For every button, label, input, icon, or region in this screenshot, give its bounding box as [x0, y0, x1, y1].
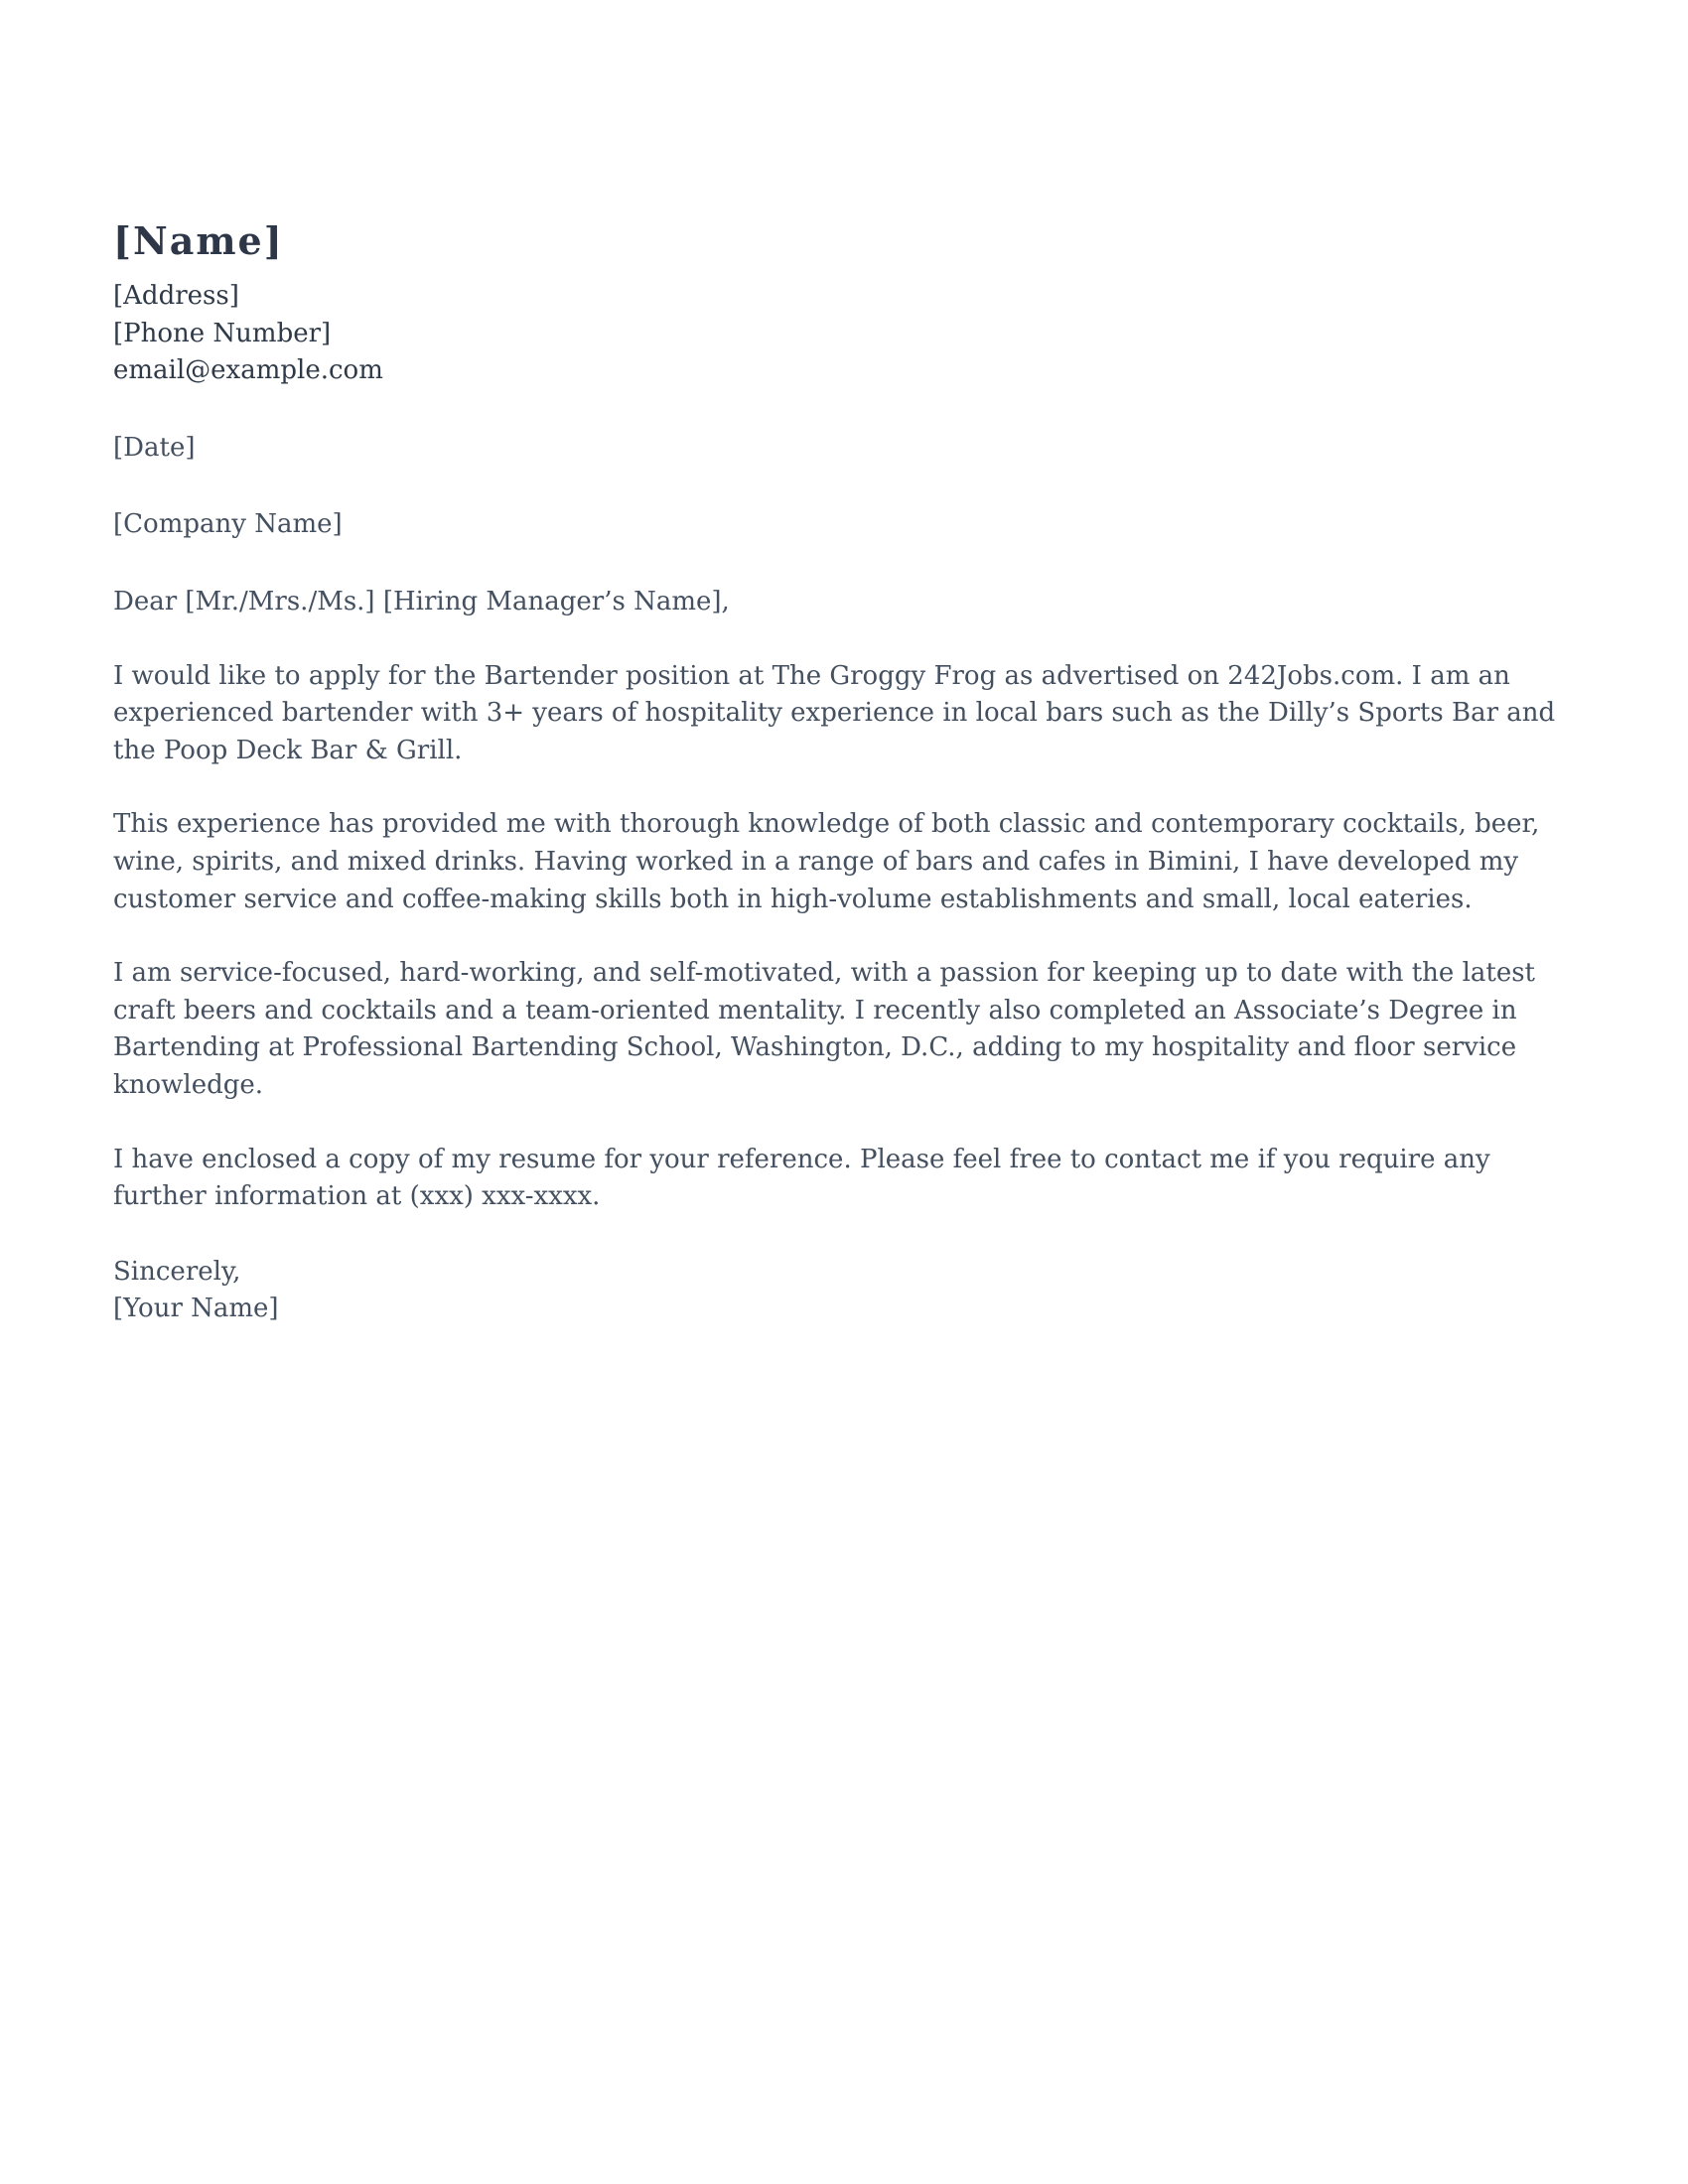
sender-contact-block — [113, 278, 1563, 390]
body-paragraph-4: I have enclosed a copy of my resume for your reference. Please feel free to contact me if you require any further information at (xxx) xxx-xxxx. — [113, 1144, 1490, 1212]
body-paragraph-1: I would like to apply for the Bartender position at The Groggy Frog as advertised on 242Jobs.com. I am an experienced bartender with 3+ years of hospitality experience in local bars such as the Dilly’s Sports Bar and the Poop Deck Bar & Grill. — [113, 660, 1556, 765]
cover-letter-page — [113, 216, 1563, 1328]
salutation: Dear [Mr./Mrs./Ms.] [Hiring Manager’s Name], — [113, 586, 730, 616]
company-name: [Company Name] — [113, 509, 343, 540]
signature-name: [Your Name] — [113, 1294, 279, 1324]
sender-email: email@example.com — [113, 355, 383, 386]
letter-date: [Date] — [113, 432, 196, 463]
sender-phone: [Phone Number] — [113, 318, 332, 348]
closing-block — [113, 1254, 1563, 1328]
body-paragraph-3: I am service-focused, hard-working, and self-motivated, with a passion for keeping up to date with the latest craft beers and cocktails and a team-oriented mentality. I recently also completed an Associate’s Degree in Bartending at Professional Bartending School, Washington, D.C., adding to my hospitality and floor service knowledge. — [113, 958, 1536, 1100]
body-paragraph-2: This experience has provided me with thorough knowledge of both classic and contemporary cocktails, beer, wine, spirits, and mixed drinks. Having worked in a range of bars and cafes in Bimini, I have developed my customer service and coffee-making skills both in high-volume establishments and small, local eateries. — [113, 809, 1540, 914]
sender-address: [Address] — [113, 281, 239, 311]
valediction: Sincerely, — [113, 1256, 241, 1287]
sender-name: [Name] — [113, 218, 284, 263]
